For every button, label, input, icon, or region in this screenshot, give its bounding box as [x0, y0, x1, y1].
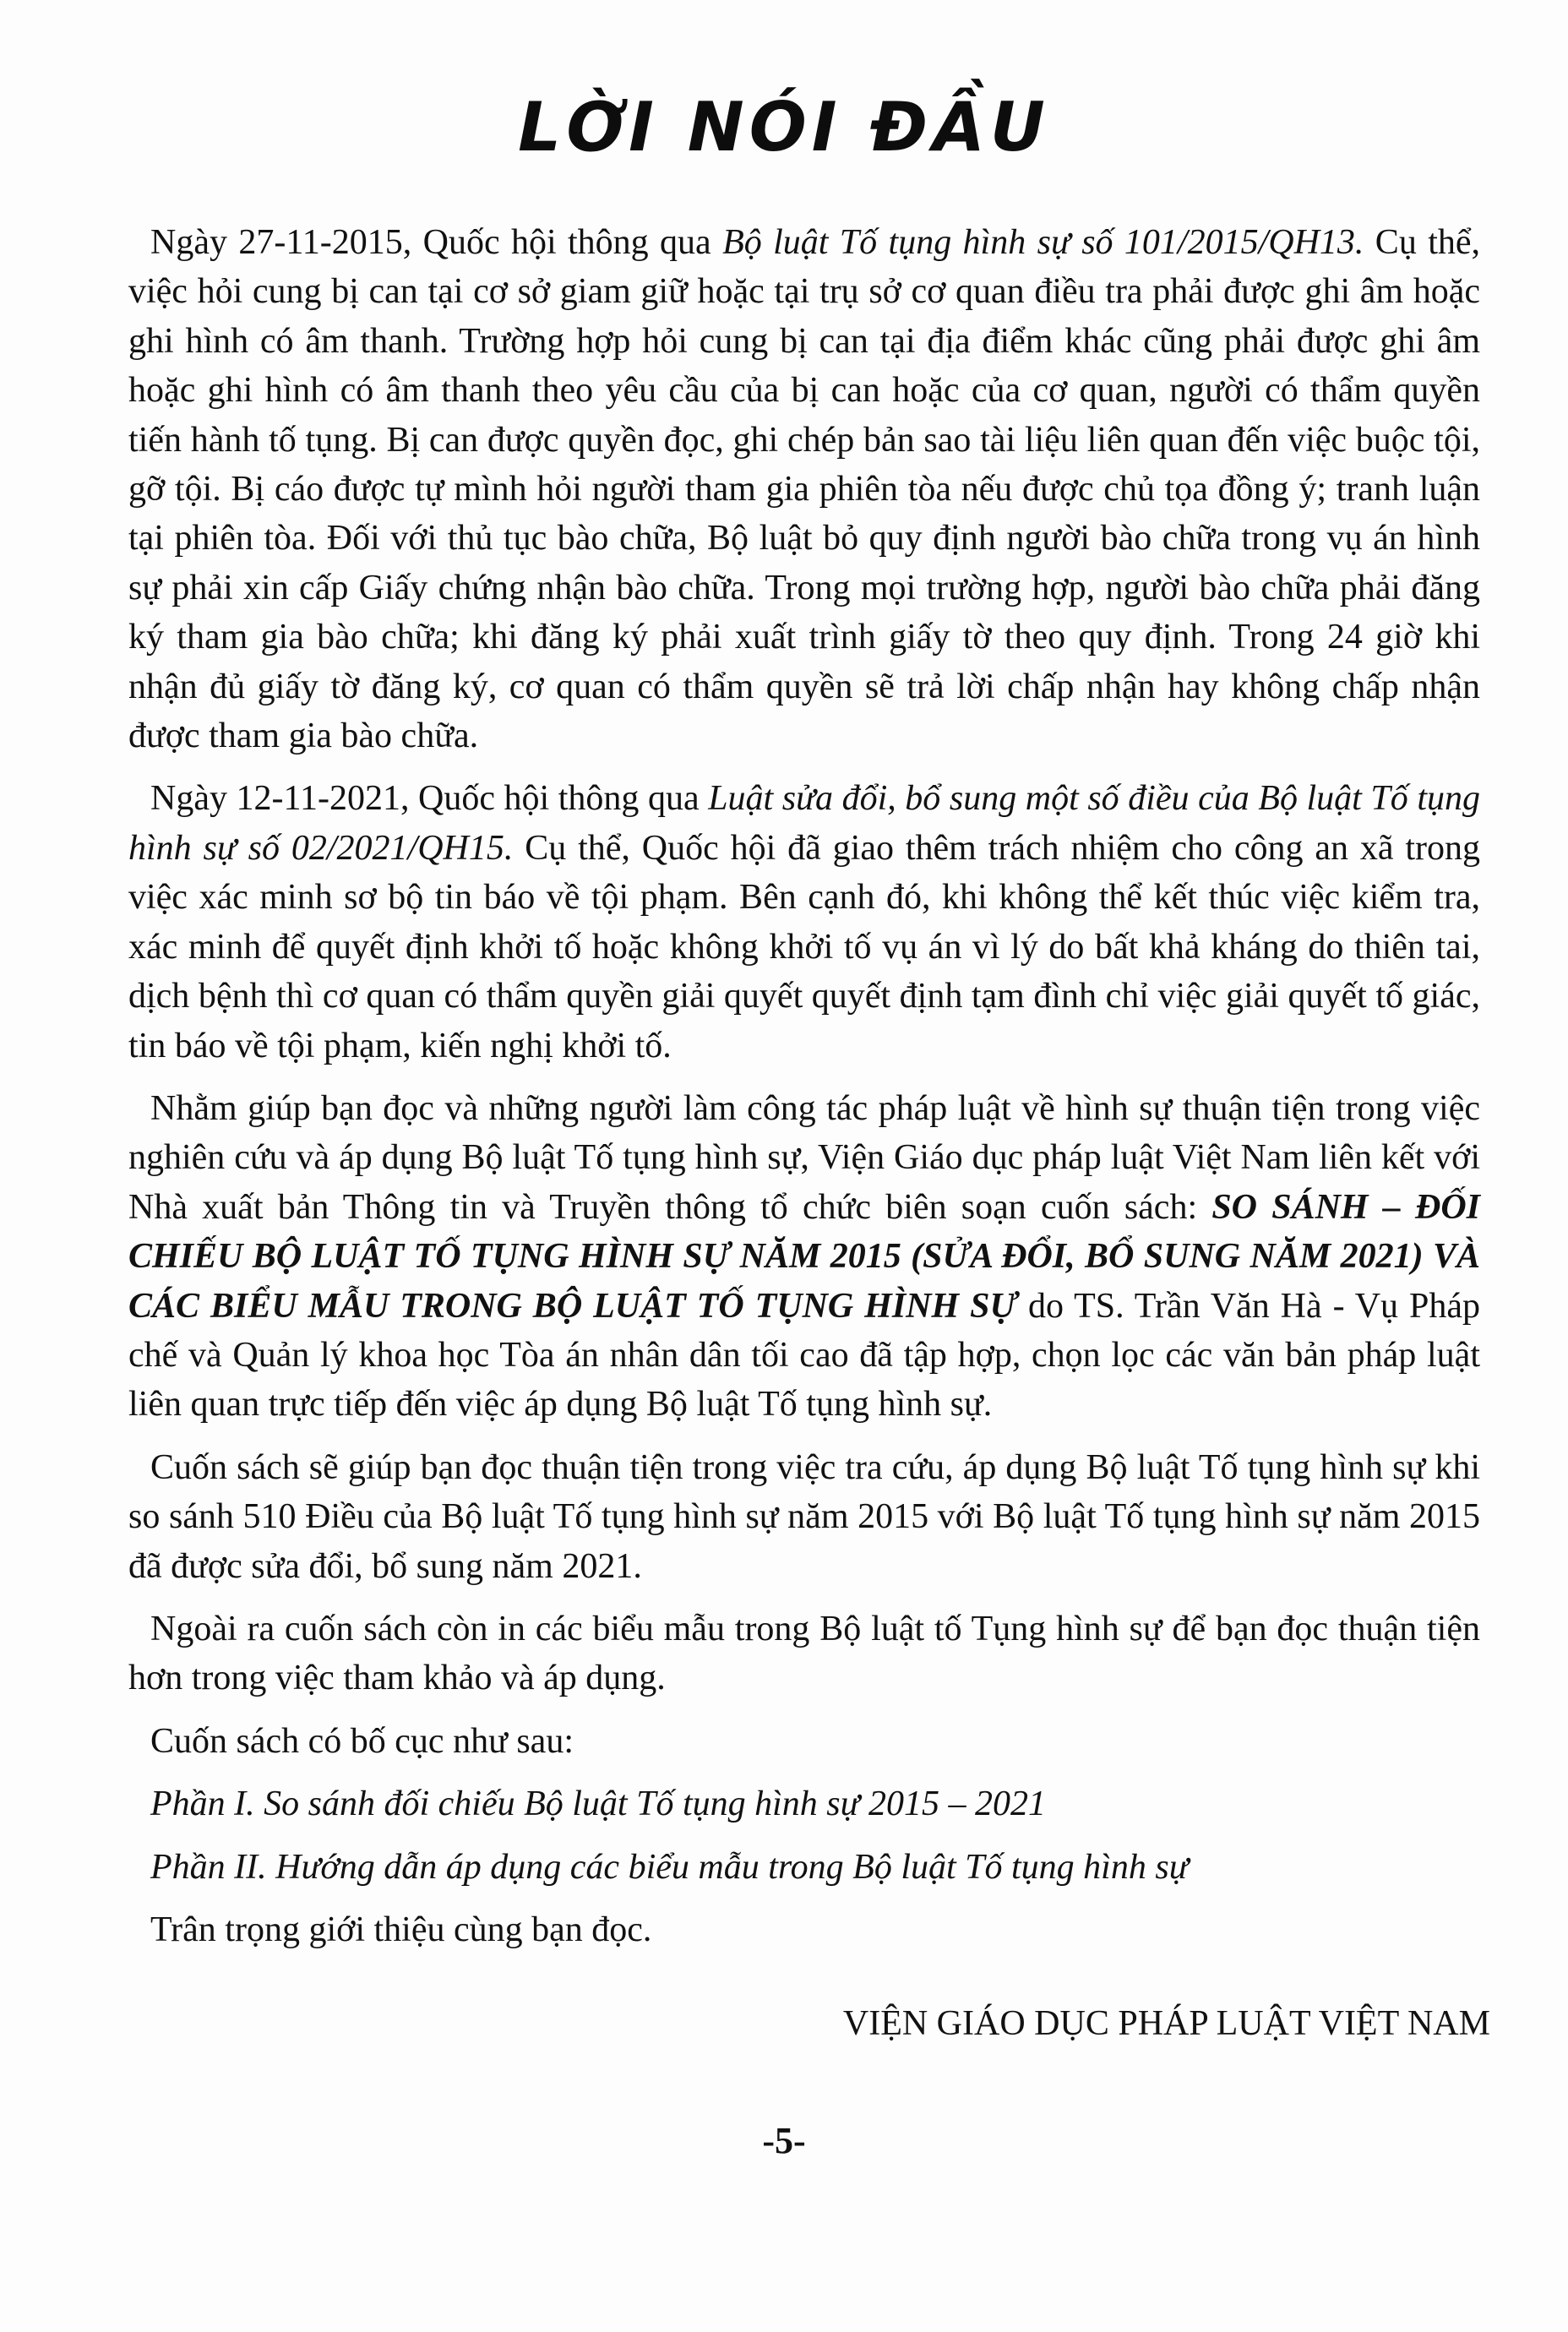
part-2-item: Phần II. Hướng dẫn áp dụng các biểu mẫu trong Bộ luật Tố tụng hình sự — [150, 1847, 1189, 1887]
paragraph-3-text: Nhằm giúp bạn đọc và những người làm công tác pháp luật về hình sự thuận tiện trong việc nghiên cứu và áp dụng Bộ luật Tố tụng hình sự, Viện Giáo dục pháp luật Việt Nam liên kết với Nhà xuất bản Thông tin và Truyền thông tổ chức biên soạn cuốn sách: — [128, 1088, 1480, 1227]
law-title-2021: Luật sửa đổi, bổ sung một số điều của Bộ luật Tố tụng hình sự số 02/2021/QH15. — [128, 779, 1480, 868]
law-title-2015: Bộ luật Tố tụng hình sự số 101/2015/QH13. — [722, 223, 1364, 262]
paragraph-3-text-continued: do TS. Trần Văn Hà - Vụ Pháp chế và Quản lý khoa học Tòa án nhân dân tối cao đã tập hợp, chọn lọc các văn bản pháp luật liên quan trực tiếp đến việc áp dụng Bộ luật Tố tụng hình sự. — [128, 1286, 1480, 1425]
paragraph-1-text: Ngày 27-11-2015, Quốc hội thông qua — [150, 223, 723, 262]
signature: VIỆN GIÁO DỤC PHÁP LUẬT VIỆT NAM — [842, 2004, 1490, 2043]
paragraph-4: Cuốn sách sẽ giúp bạn đọc thuận tiện trong việc tra cứu, áp dụng Bộ luật Tố tụng hình sự khi so sánh 510 Điều của Bộ luật Tố tụng hình sự năm 2015 với Bộ luật Tố tụng hình sự năm 2015 đã được sửa đổi, bổ sung năm 2021. — [128, 1447, 1480, 1586]
paragraph-3 — [128, 1084, 1480, 1430]
page-number: -5- — [762, 2120, 806, 2161]
paragraph-2 — [128, 774, 1480, 1070]
closing-line: Trân trọng giới thiệu cùng bạn đọc. — [150, 1910, 652, 1949]
paragraph-6: Cuốn sách có bố cục như sau: — [150, 1721, 574, 1761]
page-title: LỜI NÓI ĐẦU — [518, 88, 1050, 166]
paragraph-2-text-continued: Cụ thể, Quốc hội đã giao thêm trách nhiệm cho công an xã trong việc xác minh sơ bộ tin báo về tội phạm. Bên cạnh đó, khi không thể kết thúc việc kiểm tra, xác minh để quyết định khởi tố hoặc không khởi tố vụ án vì lý do bất khả kháng do thiên tai, dịch bệnh thì cơ quan có thẩm quyền giải quyết quyết định tạm đình chỉ việc giải quyết tố giác, tin báo về tội phạm, kiến nghị khởi tố. — [128, 828, 1480, 1065]
preface-body — [128, 218, 1480, 1968]
book-title: SO SÁNH – ĐỐI CHIẾU BỘ LUẬT TỐ TỤNG HÌNH SỰ NĂM 2015 (SỬA ĐỔI, BỔ SUNG NĂM 2021) VÀ CÁC BIỂU MẪU TRONG BỘ LUẬT TỐ TỤNG HÌNH SỰ — [128, 1187, 1480, 1326]
paragraph-1-text-continued: Cụ thể, việc hỏi cung bị can tại cơ sở giam giữ hoặc tại trụ sở cơ quan điều tra phải được ghi âm hoặc ghi hình có âm thanh. Trường hợp hỏi cung bị can tại địa điểm khác cũng phải được ghi âm hoặc ghi hình có âm thanh theo yêu cầu của bị can hoặc của cơ quan, người có thẩm quyền tiến hành tố tụng. Bị can được quyền đọc, ghi chép bản sao tài liệu liên quan đến việc buộc tội, gỡ tội. Bị cáo được tự mình hỏi người tham gia phiên tòa nếu được chủ tọa đồng ý; tranh luận tại phiên tòa. Đối với thủ tục bào chữa, Bộ luật bỏ quy định người bào chữa trong vụ án hình sự phải xin cấp Giấy chứng nhận bào chữa. Trong mọi trường hợp, người bào chữa phải đăng ký tham gia bào chữa; khi đăng ký phải xuất trình giấy tờ theo quy định. Trong 24 giờ khi nhận đủ giấy tờ đăng ký, cơ quan có thẩm quyền sẽ trả lời chấp nhận hay không chấp nhận được tham gia bào chữa. — [128, 223, 1480, 756]
paragraph-5: Ngoài ra cuốn sách còn in các biểu mẫu trong Bộ luật tố Tụng hình sự để bạn đọc thuận tiện hơn trong việc tham khảo và áp dụng. — [128, 1609, 1480, 1698]
paragraph-2-text: Ngày 12-11-2021, Quốc hội thông qua — [150, 779, 709, 819]
paragraph-1 — [128, 218, 1480, 760]
part-1-item: Phần I. So sánh đối chiếu Bộ luật Tố tụng hình sự 2015 – 2021 — [150, 1784, 1047, 1824]
